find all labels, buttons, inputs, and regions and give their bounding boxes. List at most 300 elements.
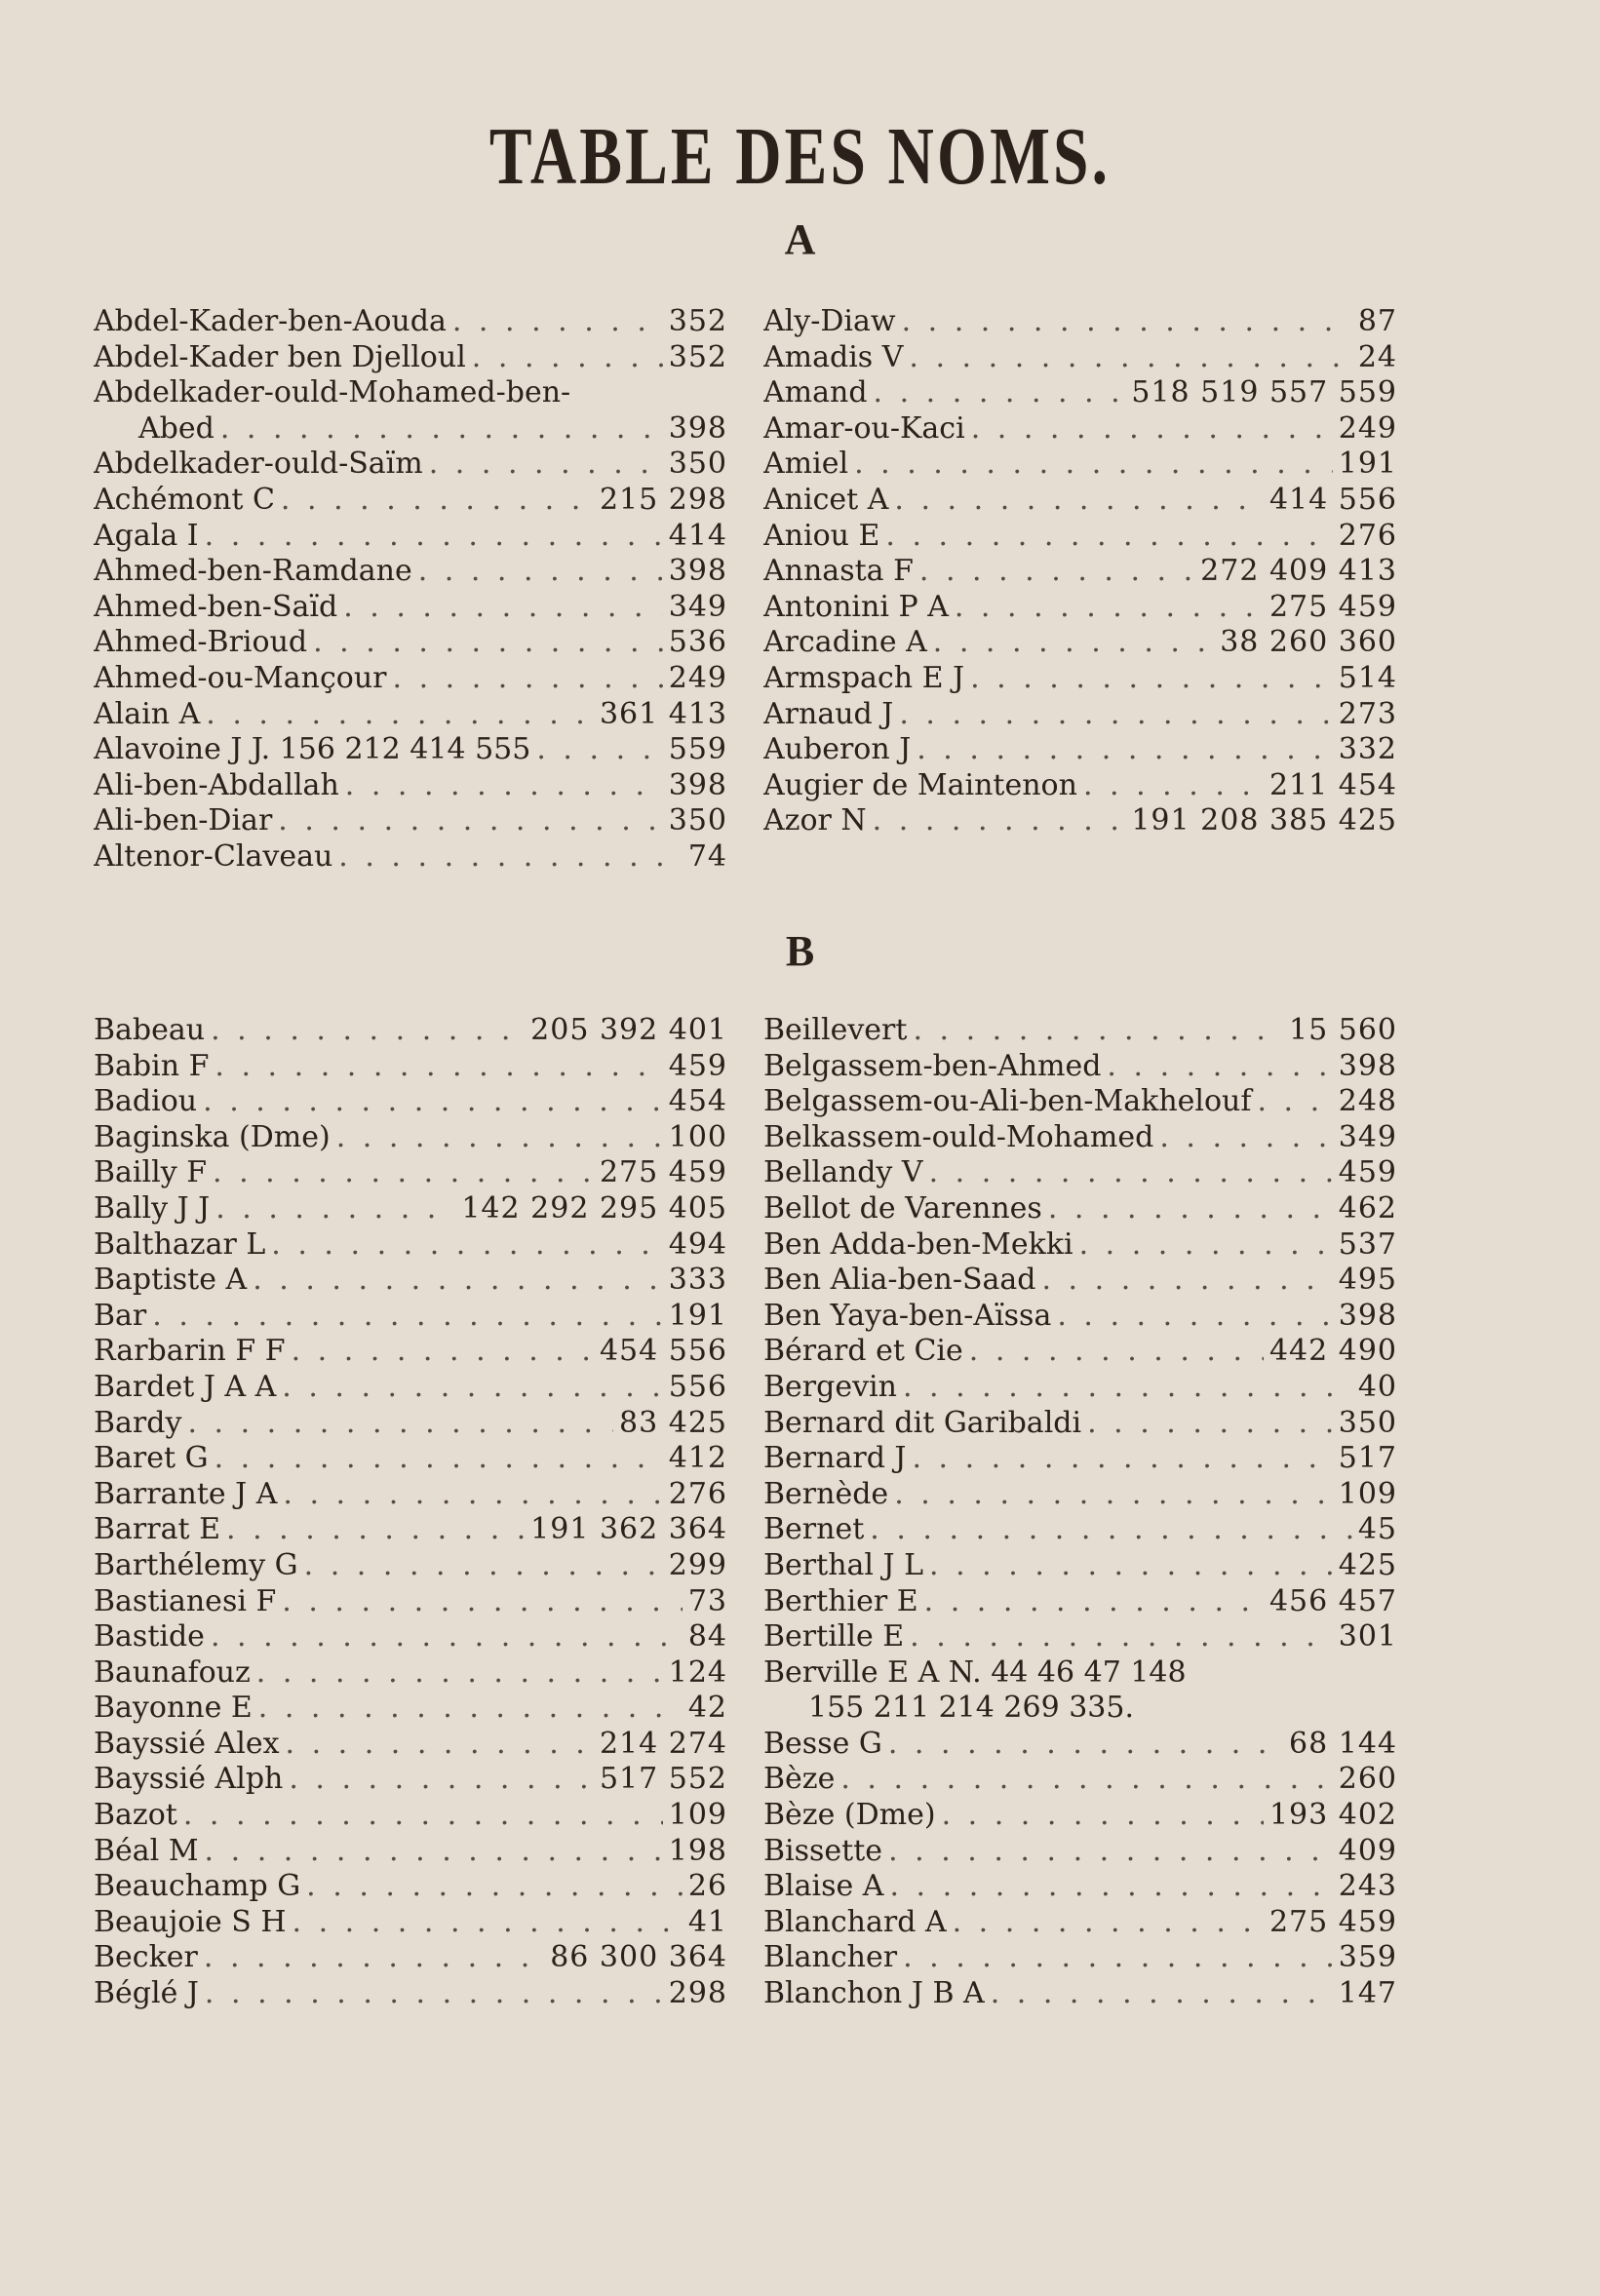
entry-pages: 260 (1338, 1762, 1397, 1797)
entry-pages: 42 (687, 1691, 727, 1726)
leader-dots (215, 1049, 662, 1085)
entry-name: Blanchard A (763, 1904, 947, 1939)
index-entry (763, 1976, 1397, 2012)
leader-dots (278, 803, 662, 839)
leader-dots (888, 1834, 1333, 1870)
leader-dots (1107, 1049, 1332, 1085)
entry-pages: 191 (1338, 447, 1397, 482)
index-entry (763, 1655, 1397, 1692)
index-entry (763, 1905, 1397, 1941)
entry-pages: 243 (1338, 1869, 1397, 1904)
entry-pages: 191 208 385 425 (1131, 803, 1397, 838)
entry-name: Bissette (763, 1833, 883, 1868)
entry-pages: 495 (1338, 1263, 1397, 1298)
leader-dots (970, 661, 1333, 697)
index-column (763, 304, 1397, 839)
entry-name: Blaise A (763, 1869, 884, 1904)
entry-name: Baptiste A (94, 1263, 248, 1298)
entry-name: Blanchon J B A (763, 1976, 985, 2011)
entry-name: Anicet A (763, 482, 889, 517)
leader-dots (840, 1762, 1332, 1798)
index-entry (94, 340, 727, 376)
entry-pages: 456 457 (1268, 1583, 1397, 1618)
leader-dots (336, 1120, 663, 1156)
entry-pages: 275 459 (1268, 589, 1397, 624)
entry-pages: 333 (668, 1263, 727, 1298)
entry-name: Belgassem-ou-Ali-ben-Makhelouf (763, 1084, 1252, 1119)
leader-dots (885, 519, 1332, 555)
entry-pages: 15 560 (1289, 1013, 1397, 1047)
entry-name: Beaujoie S H (94, 1904, 287, 1939)
index-entry (763, 1584, 1397, 1620)
leader-dots (338, 839, 683, 876)
entry-pages: 556 (668, 1369, 727, 1404)
entry-pages: 191 362 364 (530, 1512, 727, 1547)
leader-dots (536, 732, 662, 768)
index-entry (763, 340, 1397, 376)
entry-name: Amand (763, 375, 868, 410)
entry-name: Bayonne E (94, 1691, 253, 1726)
leader-dots (282, 1370, 662, 1406)
index-entry (94, 1798, 727, 1834)
index-entry (763, 1619, 1397, 1655)
entry-name: Ali-ben-Diar (94, 803, 273, 838)
leader-dots (292, 1334, 594, 1370)
leader-dots (1159, 1120, 1332, 1156)
entry-pages: 147 (1338, 1976, 1397, 2011)
leader-dots (152, 1299, 662, 1335)
index-entry (94, 411, 727, 448)
entry-pages: 299 (668, 1547, 727, 1582)
entry-pages: 398 (668, 410, 727, 446)
leader-dots (313, 625, 663, 661)
index-entry (94, 768, 727, 804)
leader-dots (283, 1477, 662, 1513)
entry-name: Ahmed-ben-Ramdane (94, 554, 412, 589)
entry-name: Ali-ben-Abdallah (94, 767, 339, 802)
entry-name: Arnaud J (763, 696, 894, 731)
entry-name: Beillevert (763, 1013, 908, 1047)
entry-name: Balthazar L (94, 1226, 266, 1262)
entry-name: Armspach E J (763, 660, 965, 695)
leader-dots (452, 304, 663, 340)
entry-pages: 301 (1338, 1619, 1397, 1654)
index-entry (763, 1798, 1397, 1834)
index-entry (763, 1548, 1397, 1584)
entry-pages: 398 (668, 554, 727, 589)
entry-name: Abdelkader-ould-Mohamed-ben- (94, 375, 571, 410)
index-entry (94, 1727, 727, 1763)
entry-name: Bellot de Varennes (763, 1190, 1042, 1226)
leader-dots (1087, 1406, 1333, 1442)
entry-pages: 298 (668, 1976, 727, 2011)
entry-name: Besse G (763, 1726, 882, 1761)
leader-dots (874, 375, 1126, 411)
entry-name: Berthier E (763, 1583, 918, 1618)
entry-pages: 214 274 (599, 1726, 727, 1761)
entry-pages: 517 552 (599, 1762, 727, 1797)
entry-pages: 349 (668, 589, 727, 624)
index-entry (94, 625, 727, 661)
index-entry (763, 768, 1397, 804)
index-entry (763, 1227, 1397, 1264)
index-entry (94, 1084, 727, 1120)
entry-pages: 398 (1338, 1298, 1397, 1333)
leader-dots (917, 732, 1333, 768)
leader-dots (418, 554, 663, 590)
entry-pages: 398 (1338, 1048, 1397, 1083)
entry-name: Bastianesi F (94, 1583, 277, 1618)
index-entry (763, 1477, 1397, 1513)
index-entry (763, 1334, 1397, 1370)
index-entry (94, 1155, 727, 1191)
leader-dots (888, 1727, 1283, 1763)
index-entry (94, 1512, 727, 1548)
entry-pages: 198 (668, 1833, 727, 1868)
index-entry (94, 839, 727, 876)
index-entry (94, 304, 727, 340)
leader-dots (211, 1013, 525, 1049)
entry-pages: 68 144 (1289, 1726, 1397, 1761)
entry-pages: 398 (668, 767, 727, 802)
index-entry (94, 1869, 727, 1905)
entry-name: Bar (94, 1298, 147, 1333)
entry-pages: 26 (687, 1869, 727, 1904)
leader-dots (903, 1370, 1352, 1406)
index-entry (763, 1727, 1397, 1763)
index-entry (763, 1940, 1397, 1976)
entry-pages: 332 (1338, 732, 1397, 767)
entry-name: Bally J J (94, 1190, 211, 1226)
entry-name: Amar-ou-Kaci (763, 410, 965, 446)
index-entry (94, 1263, 727, 1299)
entry-pages: 514 (1338, 660, 1397, 695)
index-entry (94, 1584, 727, 1620)
leader-dots (991, 1976, 1333, 2012)
entry-name: Annasta F (763, 554, 914, 589)
entry-name: Bèze (Dme) (763, 1798, 936, 1833)
leader-dots (213, 1155, 594, 1191)
index-entry (94, 590, 727, 626)
leader-dots (205, 1976, 663, 2012)
entry-pages: 73 (687, 1583, 727, 1618)
entry-pages: 276 (668, 1476, 727, 1511)
entry-name: Ben Adda-ben-Mekki (763, 1226, 1073, 1262)
index-entry (94, 1049, 727, 1085)
leader-dots (894, 483, 1264, 519)
index-entry (763, 519, 1397, 555)
leader-dots (903, 1940, 1333, 1976)
entry-name: Abdel-Kader ben Djelloul (94, 339, 466, 374)
entry-pages: 41 (687, 1904, 727, 1939)
leader-dots (258, 1691, 683, 1727)
entry-name: Antonini P A (763, 589, 949, 624)
entry-pages: 191 (668, 1298, 727, 1333)
index-entry (94, 1619, 727, 1655)
index-entry (763, 1691, 1397, 1727)
entry-name: Augier de Maintenon (763, 767, 1077, 802)
entry-name: Bernet (763, 1512, 865, 1547)
leader-dots (206, 697, 594, 733)
leader-dots (1083, 768, 1264, 804)
entry-name: Abdel-Kader-ben-Aouda (94, 304, 447, 338)
leader-dots (942, 1798, 1264, 1834)
index-entry (763, 375, 1397, 411)
entry-name: Baret G (94, 1441, 209, 1476)
entry-pages: 454 556 (599, 1334, 727, 1369)
entry-pages: 272 409 413 (1200, 554, 1397, 589)
entry-name: Bernard dit Garibaldi (763, 1405, 1082, 1440)
entry-name: Beauchamp G (94, 1869, 301, 1904)
entry-name: Bertille E (763, 1619, 905, 1654)
entry-name: Arcadine A (763, 625, 927, 660)
entry-pages: 109 (668, 1798, 727, 1833)
leader-dots (187, 1406, 613, 1442)
entry-name: Bardet J A A (94, 1369, 277, 1404)
entry-pages: 559 (668, 732, 727, 767)
entry-name: Baunafouz (94, 1654, 251, 1690)
leader-dots (211, 1619, 683, 1655)
entry-name: Ahmed-Brioud (94, 625, 308, 660)
entry-name: Becker (94, 1940, 198, 1975)
entry-pages: 248 (1338, 1084, 1397, 1119)
index-entry (763, 1191, 1397, 1227)
leader-dots (293, 1905, 683, 1941)
leader-dots (393, 661, 663, 697)
leader-dots (929, 1548, 1333, 1584)
entry-name: Ben Alia-ben-Saad (763, 1263, 1036, 1298)
entry-pages: 193 402 (1268, 1798, 1397, 1833)
index-entry (94, 1334, 727, 1370)
entry-pages: 442 490 (1268, 1334, 1397, 1369)
entry-name: Amiel (763, 447, 849, 482)
entry-name: Bastide (94, 1619, 205, 1654)
index-entry (763, 554, 1397, 590)
leader-dots (1057, 1299, 1332, 1335)
index-entry (763, 447, 1397, 483)
entry-name: Auberon J (763, 732, 912, 767)
index-entry (763, 1834, 1397, 1870)
index-column (94, 1013, 727, 2012)
index-entry (94, 1370, 727, 1406)
leader-dots (909, 340, 1351, 376)
index-entry (94, 1013, 727, 1049)
entry-name: Bayssié Alex (94, 1726, 280, 1761)
index-entry (763, 625, 1397, 661)
entry-name: 155 211 214 269 335. (808, 1691, 1134, 1726)
leader-dots (304, 1548, 663, 1584)
index-entry (94, 1120, 727, 1156)
entry-pages: 74 (687, 838, 727, 874)
entry-pages: 459 (1338, 1155, 1397, 1190)
index-entry (763, 483, 1397, 519)
entry-pages: 412 (668, 1441, 727, 1476)
leader-dots (953, 1905, 1264, 1941)
leader-dots (220, 411, 663, 448)
leader-dots (955, 590, 1264, 626)
entry-name: Ben Yaya-ben-Aïssa (763, 1298, 1052, 1333)
entry-pages: 350 (668, 803, 727, 838)
entry-pages: 517 (1338, 1441, 1397, 1476)
index-entry (94, 1299, 727, 1335)
entry-pages: 86 300 364 (550, 1940, 727, 1975)
index-entry (94, 1441, 727, 1477)
index-entry (763, 590, 1397, 626)
index-entry (94, 803, 727, 839)
leader-dots (345, 768, 663, 804)
entry-pages: 249 (668, 660, 727, 695)
index-entry (94, 1976, 727, 2012)
index-entry (94, 1191, 727, 1227)
entry-pages: 352 (668, 339, 727, 374)
leader-dots (1257, 1084, 1332, 1120)
leader-dots (929, 1155, 1333, 1191)
entry-pages: 38 260 360 (1220, 625, 1397, 660)
index-entry (94, 697, 727, 733)
entry-pages: 414 (668, 518, 727, 553)
entry-name: Bèze (763, 1762, 836, 1797)
leader-dots (281, 483, 594, 519)
leader-dots (899, 697, 1332, 733)
leader-dots (1041, 1263, 1332, 1299)
index-entry (94, 1905, 727, 1941)
entry-pages: 24 (1357, 339, 1397, 374)
leader-dots (253, 1263, 663, 1299)
entry-name: Bernard J (763, 1441, 907, 1476)
entry-name: Alain A (94, 696, 201, 731)
page-title: TABLE DES NOMS. (488, 111, 1112, 202)
entry-name: Alavoine J J. 156 212 414 555 (94, 732, 531, 767)
index-entry (94, 375, 727, 411)
index-entry (763, 1762, 1397, 1798)
index-entry (94, 447, 727, 483)
leader-dots (870, 1512, 1352, 1548)
index-entry (94, 1834, 727, 1870)
leader-dots (902, 304, 1352, 340)
entry-pages: 100 (668, 1119, 727, 1154)
entry-name: Béglé J (94, 1976, 199, 2011)
entry-name: Achémont C (94, 482, 275, 517)
index-entry (94, 1227, 727, 1264)
leader-dots (894, 1477, 1333, 1513)
entry-pages: 273 (1338, 696, 1397, 731)
entry-name: Bernède (763, 1476, 889, 1511)
entry-name: Barthélemy G (94, 1547, 298, 1582)
index-entry (763, 1869, 1397, 1905)
leader-dots (205, 519, 663, 555)
entry-pages: 454 (668, 1084, 727, 1119)
entry-pages: 350 (1338, 1405, 1397, 1440)
entry-name: Baginska (Dme) (94, 1119, 331, 1154)
leader-dots (854, 447, 1333, 483)
index-entry (763, 304, 1397, 340)
entry-pages: 536 (668, 625, 727, 660)
leader-dots (1048, 1191, 1333, 1227)
index-column (763, 1013, 1397, 2012)
entry-pages: 211 454 (1268, 767, 1397, 802)
index-entry (94, 1406, 727, 1442)
entry-name: Barrante J A (94, 1476, 278, 1511)
entry-name: Amadis V (763, 339, 904, 374)
entry-name: Berthal J L (763, 1547, 924, 1582)
entry-name: Bardy (94, 1405, 182, 1440)
entry-name: Belgassem-ben-Ahmed (763, 1048, 1102, 1083)
entry-pages: 275 459 (1268, 1904, 1397, 1939)
entry-pages: 359 (1338, 1940, 1397, 1975)
entry-name: Bailly F (94, 1155, 208, 1190)
entry-pages: 40 (1357, 1369, 1397, 1404)
entry-name: Belkassem-ould-Mohamed (763, 1119, 1154, 1154)
entry-name: Ahmed-ben-Saïd (94, 589, 338, 624)
entry-name: Barrat E (94, 1512, 220, 1547)
entry-name: Abdelkader-ould-Saïm (94, 447, 423, 482)
leader-dots (889, 1869, 1332, 1905)
leader-dots (924, 1584, 1264, 1620)
leader-dots (971, 411, 1333, 448)
leader-dots (472, 340, 663, 376)
index-entry (763, 1406, 1397, 1442)
index-entry (763, 1155, 1397, 1191)
index-entry (94, 1477, 727, 1513)
leader-dots (215, 1441, 663, 1477)
entry-pages: 350 (668, 447, 727, 482)
entry-name: Babin F (94, 1048, 210, 1083)
leader-dots (271, 1227, 662, 1264)
leader-dots (873, 803, 1126, 839)
leader-dots (215, 1191, 455, 1227)
index-entry (763, 661, 1397, 697)
entry-name: Badiou (94, 1084, 198, 1119)
index-entry (94, 732, 727, 768)
entry-pages: 249 (1338, 410, 1397, 446)
entry-pages: 45 (1357, 1512, 1397, 1547)
entry-pages: 537 (1338, 1226, 1397, 1262)
entry-pages: 349 (1338, 1119, 1397, 1154)
index-entry (94, 1655, 727, 1692)
leader-dots (203, 1084, 663, 1120)
entry-pages: 87 (1357, 304, 1397, 338)
entry-pages: 409 (1338, 1833, 1397, 1868)
entry-name: Ahmed-ou-Mançour (94, 660, 387, 695)
index-entry (94, 661, 727, 697)
entry-name: Bérard et Cie (763, 1334, 963, 1369)
index-entry (763, 1049, 1397, 1085)
entry-name: Blancher (763, 1940, 898, 1975)
index-entry (763, 1441, 1397, 1477)
entry-pages: 142 292 295 405 (461, 1190, 727, 1226)
index-entry (763, 1263, 1397, 1299)
leader-dots (226, 1512, 525, 1548)
entry-name: Bazot (94, 1798, 177, 1833)
index-entry (763, 1299, 1397, 1335)
leader-dots (429, 447, 663, 483)
leader-dots (205, 1834, 663, 1870)
entry-pages: 124 (668, 1654, 727, 1690)
index-entry (94, 1762, 727, 1798)
entry-name: Rarbarin F F (94, 1334, 286, 1369)
index-column (94, 304, 727, 876)
entry-pages: 215 298 (599, 482, 727, 517)
index-entry (763, 411, 1397, 448)
entry-pages: 494 (668, 1226, 727, 1262)
index-entry (763, 697, 1397, 733)
index-entry (763, 1370, 1397, 1406)
entry-name: Altenor-Claveau (94, 838, 333, 874)
index-entry (94, 1940, 727, 1976)
leader-dots (306, 1869, 683, 1905)
entry-name: Béal M (94, 1833, 199, 1868)
index-entry (763, 1084, 1397, 1120)
